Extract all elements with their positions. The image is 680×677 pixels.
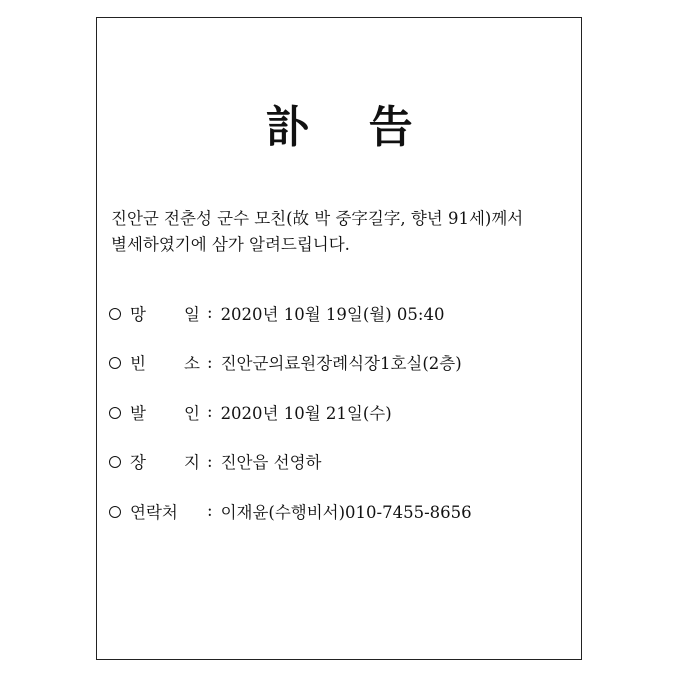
circle-bullet-icon — [109, 506, 121, 518]
circle-bullet-icon — [109, 308, 121, 320]
detail-colon: : — [207, 501, 213, 521]
detail-value: 2020년 10월 21일(수) — [220, 403, 392, 423]
intro-text: 진안군 전춘성 군수 모친(故 박 중字길字, 향년 91세)께서 별세하였기에 삼가 알려드립니다. — [111, 209, 524, 254]
document-title: 訃 告 — [265, 102, 435, 153]
detail-label: 발 인 — [130, 403, 200, 423]
detail-colon: : — [207, 303, 213, 323]
detail-label: 빈 소 — [130, 354, 200, 374]
circle-bullet-icon — [109, 407, 121, 419]
detail-item-death-date — [109, 288, 573, 338]
detail-item-funeral-hall — [109, 338, 573, 388]
circle-bullet-icon — [109, 456, 121, 468]
detail-value: 2020년 10월 19일(월) 05:40 — [220, 304, 445, 324]
detail-value: 진안읍 선영하 — [220, 453, 322, 473]
detail-item-funeral-date — [109, 387, 573, 437]
detail-value: 이재윤(수행비서)010-7455-8656 — [220, 502, 472, 522]
detail-value: 진안군의료원장례식장1호실(2층) — [220, 354, 462, 374]
detail-item-contact — [109, 486, 573, 536]
obituary-frame — [96, 17, 582, 660]
details-list — [109, 288, 573, 536]
detail-item-burial-site — [109, 437, 573, 487]
detail-colon: : — [207, 402, 213, 422]
detail-label: 망 일 — [130, 304, 200, 324]
detail-colon: : — [207, 451, 213, 471]
circle-bullet-icon — [109, 357, 121, 369]
detail-colon: : — [207, 352, 213, 372]
detail-label: 연락처 — [130, 502, 178, 522]
detail-label: 장 지 — [130, 453, 200, 473]
